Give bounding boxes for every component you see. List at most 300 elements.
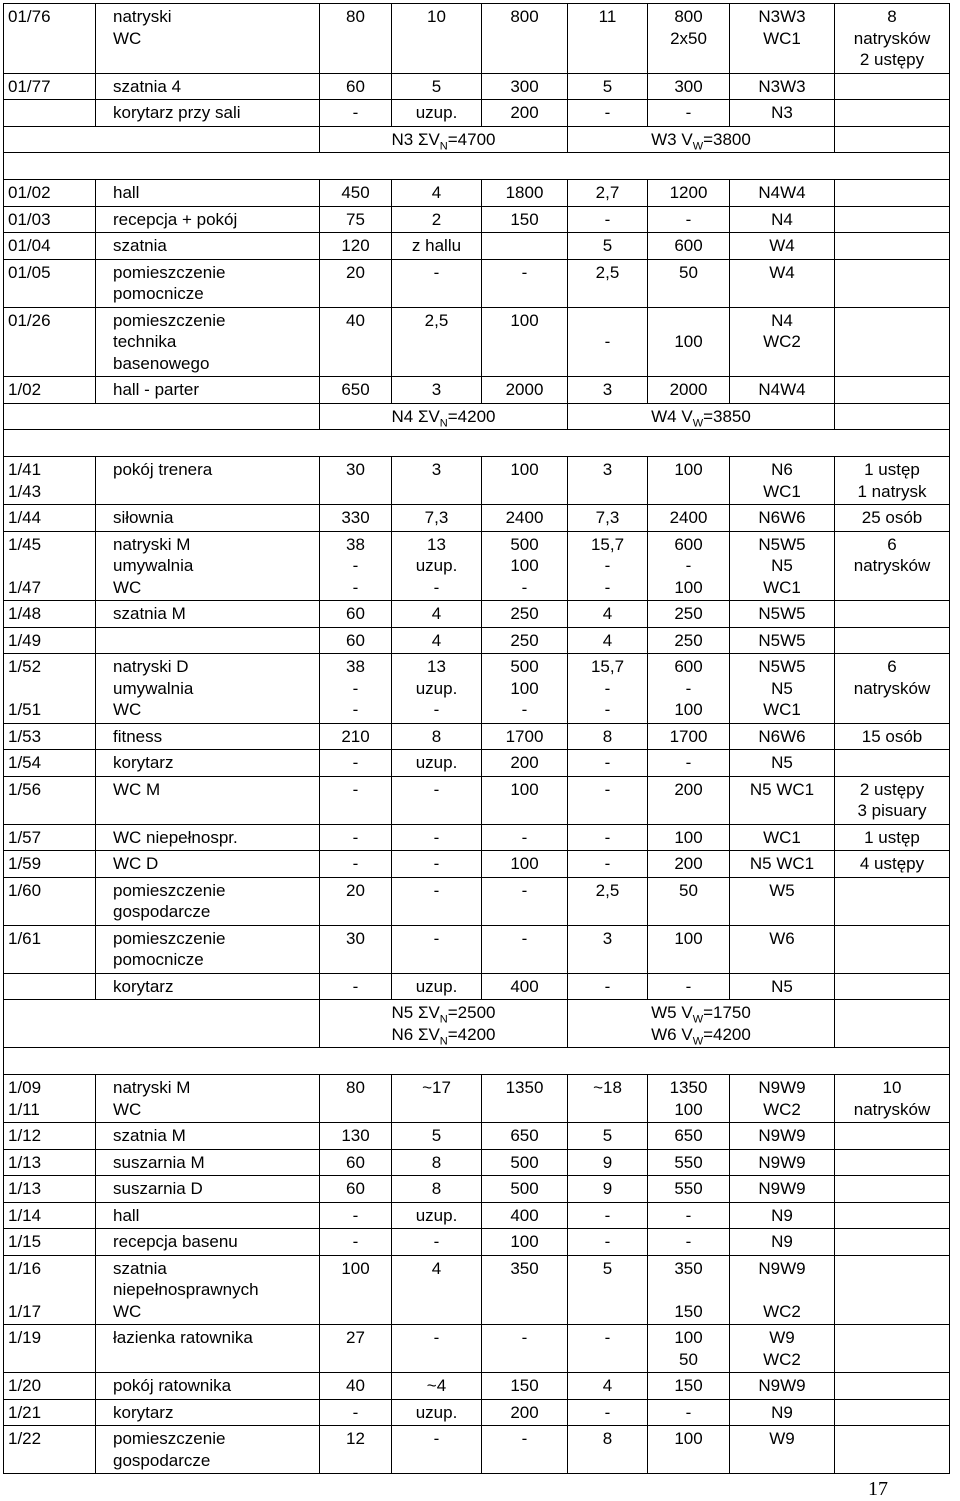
table-row (4, 776, 950, 824)
value-cell: 80 (320, 4, 392, 74)
summary-blank (4, 126, 320, 153)
note-cell: 1 ustęp (835, 824, 950, 851)
value-cell: 30 (320, 925, 392, 973)
table-row (4, 1229, 950, 1256)
room-name: fitness (96, 723, 320, 750)
value-cell: ~18 (568, 1075, 648, 1123)
note-cell: 6 natrysków (835, 531, 950, 601)
value-cell: 15,7 - - (568, 654, 648, 724)
table-row (4, 925, 950, 973)
value-cell: 75 (320, 206, 392, 233)
value-cell: 200 (482, 1399, 568, 1426)
summary-label: W4 V (651, 406, 693, 426)
summary-subscript: W (692, 139, 704, 152)
room-number: 1/19 (4, 1325, 96, 1373)
room-number: 01/77 (4, 73, 96, 100)
note-cell (835, 601, 950, 628)
table-row (4, 627, 950, 654)
unit-code: W6 (730, 925, 835, 973)
unit-code: W4 (730, 259, 835, 307)
value-cell: 60 (320, 627, 392, 654)
value-cell: 2000 (482, 377, 568, 404)
value-cell: 4 (568, 627, 648, 654)
value-cell: 20 (320, 259, 392, 307)
summary-subscript: W (692, 1034, 704, 1047)
value-cell: 350 (482, 1255, 568, 1325)
value-cell: - (320, 1399, 392, 1426)
table-row (4, 233, 950, 260)
value-cell: - (568, 1202, 648, 1229)
value-cell: - (392, 925, 482, 973)
room-name: siłownia (96, 505, 320, 532)
value-cell: 38 - - (320, 531, 392, 601)
room-number: 1/60 (4, 877, 96, 925)
room-name: korytarz (96, 750, 320, 777)
value-cell: 250 (648, 627, 730, 654)
room-number: 1/49 (4, 627, 96, 654)
value-cell: 130 (320, 1123, 392, 1150)
room-name: hall (96, 1202, 320, 1229)
value-cell: - (648, 750, 730, 777)
unit-code: N6W6 (730, 505, 835, 532)
note-cell (835, 750, 950, 777)
note-cell (835, 377, 950, 404)
value-cell: - (648, 973, 730, 1000)
value-cell: 450 (320, 180, 392, 207)
room-name: natryski M WC (96, 1075, 320, 1123)
note-cell (835, 1399, 950, 1426)
spacer-row (4, 430, 950, 457)
room-name: suszarnia M (96, 1149, 320, 1176)
value-cell: 600 (648, 233, 730, 260)
summary-label: N5 ΣV (391, 1003, 440, 1022)
value-cell: 650 (320, 377, 392, 404)
value-cell: - (648, 1202, 730, 1229)
room-number: 01/04 (4, 233, 96, 260)
room-number: 1/53 (4, 723, 96, 750)
room-number: 1/22 (4, 1426, 96, 1474)
value-cell: 13 uzup. - (392, 654, 482, 724)
value-cell: 400 (482, 1202, 568, 1229)
summary-value: =4200 (447, 406, 496, 426)
value-cell: 11 (568, 4, 648, 74)
value-cell: 4 (392, 601, 482, 628)
note-cell: 8 natrysków 2 ustępy (835, 4, 950, 74)
unit-code: N5W5 (730, 627, 835, 654)
summary-row (4, 1000, 950, 1048)
unit-code: N9W9 (730, 1176, 835, 1203)
value-cell: 1800 (482, 180, 568, 207)
summary-subscript: N (439, 416, 448, 429)
value-cell: 200 (648, 776, 730, 824)
table-row (4, 377, 950, 404)
value-cell: 3 (568, 377, 648, 404)
table-row (4, 307, 950, 377)
room-number: 1/52 1/51 (4, 654, 96, 724)
room-number: 1/13 (4, 1149, 96, 1176)
value-cell: 2,7 (568, 180, 648, 207)
value-cell: 150 (482, 1373, 568, 1400)
table-row (4, 723, 950, 750)
value-cell: 100 (482, 776, 568, 824)
summary-value: =4200 (703, 1024, 751, 1044)
table-row (4, 1149, 950, 1176)
value-cell: 13 uzup. - (392, 531, 482, 601)
summary-value: =2500 (447, 1003, 496, 1022)
value-cell: 150 (648, 1373, 730, 1400)
summary-note-blank (835, 126, 950, 153)
unit-code: N9W9 WC2 (730, 1075, 835, 1123)
room-number: 01/03 (4, 206, 96, 233)
unit-code: W9 (730, 1426, 835, 1474)
value-cell: 7,3 (568, 505, 648, 532)
unit-code: W9 WC2 (730, 1325, 835, 1373)
table-row (4, 654, 950, 724)
note-cell (835, 1325, 950, 1373)
value-cell: - (482, 1426, 568, 1474)
value-cell: - (320, 776, 392, 824)
room-name: pokój trenera (96, 457, 320, 505)
table-row (4, 180, 950, 207)
table-row (4, 750, 950, 777)
value-cell: 500 (482, 1149, 568, 1176)
summary-exhaust (568, 1000, 835, 1048)
value-cell: - (568, 824, 648, 851)
value-cell: - (320, 100, 392, 127)
room-name: natryski WC (96, 4, 320, 74)
value-cell: 500 (482, 1176, 568, 1203)
note-cell (835, 1255, 950, 1325)
value-cell: 4 (568, 601, 648, 628)
value-cell: 330 (320, 505, 392, 532)
summary-supply (320, 126, 568, 153)
unit-code: W4 (730, 233, 835, 260)
room-name: szatnia 4 (96, 73, 320, 100)
value-cell: 500 100 - (482, 531, 568, 601)
value-cell: 800 (482, 4, 568, 74)
value-cell: - (320, 851, 392, 878)
note-cell (835, 1229, 950, 1256)
value-cell: - (320, 973, 392, 1000)
value-cell: 8 (392, 723, 482, 750)
value-cell (482, 233, 568, 260)
summary-blank (4, 1000, 320, 1048)
value-cell: 40 (320, 307, 392, 377)
value-cell: 100 (648, 824, 730, 851)
unit-code: N5W5 N5 WC1 (730, 531, 835, 601)
value-cell: 60 (320, 1176, 392, 1203)
table-row (4, 531, 950, 601)
room-number: 1/20 (4, 1373, 96, 1400)
unit-code: N9W9 (730, 1373, 835, 1400)
value-cell: 800 2x50 (648, 4, 730, 74)
table-row (4, 877, 950, 925)
value-cell: 5 (568, 1123, 648, 1150)
room-name: pokój ratownika (96, 1373, 320, 1400)
value-cell: - (568, 307, 648, 377)
summary-label: W5 V (651, 1003, 693, 1022)
room-number: 1/09 1/11 (4, 1075, 96, 1123)
value-cell: 9 (568, 1149, 648, 1176)
value-cell: uzup. (392, 1399, 482, 1426)
note-cell: 2 ustępy 3 pisuary (835, 776, 950, 824)
room-name: pomieszczenie technika basenowego (96, 307, 320, 377)
value-cell: - (648, 206, 730, 233)
room-number: 1/54 (4, 750, 96, 777)
unit-code: N4W4 (730, 180, 835, 207)
room-number: 01/02 (4, 180, 96, 207)
value-cell: - (568, 206, 648, 233)
value-cell: - (482, 1325, 568, 1373)
value-cell: 100 (482, 457, 568, 505)
note-cell (835, 100, 950, 127)
unit-code: N5W5 (730, 601, 835, 628)
value-cell: 60 (320, 1149, 392, 1176)
note-cell (835, 1202, 950, 1229)
value-cell: 1700 (648, 723, 730, 750)
table-row (4, 100, 950, 127)
room-number: 1/48 (4, 601, 96, 628)
note-cell (835, 1123, 950, 1150)
room-name (96, 627, 320, 654)
value-cell: 1700 (482, 723, 568, 750)
value-cell: 5 (392, 73, 482, 100)
value-cell: 100 (648, 1426, 730, 1474)
note-cell (835, 180, 950, 207)
value-cell: 500 100 - (482, 654, 568, 724)
room-number: 1/41 1/43 (4, 457, 96, 505)
value-cell: - (648, 1229, 730, 1256)
table-row (4, 824, 950, 851)
table-row (4, 259, 950, 307)
value-cell: 12 (320, 1426, 392, 1474)
room-number: 1/02 (4, 377, 96, 404)
unit-code: N4W4 (730, 377, 835, 404)
value-cell: 100 (320, 1255, 392, 1325)
room-name: korytarz (96, 1399, 320, 1426)
value-cell: 650 (482, 1123, 568, 1150)
summary-label: N3 ΣV (391, 129, 440, 149)
summary-blank (4, 403, 320, 430)
table-row (4, 601, 950, 628)
table-row (4, 1373, 950, 1400)
value-cell: 600 - 100 (648, 654, 730, 724)
unit-code: N9W9 (730, 1149, 835, 1176)
note-cell (835, 233, 950, 260)
value-cell: 300 (648, 73, 730, 100)
value-cell: - (320, 824, 392, 851)
value-cell: - (568, 750, 648, 777)
spacer-row (4, 153, 950, 180)
note-cell: 6 natrysków (835, 654, 950, 724)
value-cell: 30 (320, 457, 392, 505)
summary-value: =3850 (703, 406, 751, 426)
value-cell: - (568, 973, 648, 1000)
spacer-cell (4, 430, 950, 457)
value-cell: 2,5 (568, 877, 648, 925)
room-name: recepcja basenu (96, 1229, 320, 1256)
value-cell: 2,5 (392, 307, 482, 377)
value-cell: 2,5 (568, 259, 648, 307)
value-cell: 2400 (648, 505, 730, 532)
summary-label: W3 V (651, 129, 693, 149)
value-cell: - (392, 776, 482, 824)
room-number: 1/12 (4, 1123, 96, 1150)
room-name: recepcja + pokój (96, 206, 320, 233)
value-cell: ~4 (392, 1373, 482, 1400)
unit-code: N9 (730, 1229, 835, 1256)
value-cell: - (320, 1202, 392, 1229)
value-cell: 3 (392, 377, 482, 404)
spacer-cell (4, 1048, 950, 1075)
room-name: natryski M umywalnia WC (96, 531, 320, 601)
room-number (4, 100, 96, 127)
note-cell: 15 osób (835, 723, 950, 750)
summary-value: =4200 (447, 1024, 496, 1044)
note-cell (835, 1149, 950, 1176)
room-number (4, 973, 96, 1000)
table-row (4, 1123, 950, 1150)
summary-value: =1750 (703, 1003, 751, 1022)
value-cell: 60 (320, 73, 392, 100)
room-name: korytarz (96, 973, 320, 1000)
table-row (4, 1325, 950, 1373)
room-name: pomieszczenie gospodarcze (96, 1426, 320, 1474)
room-name: WC D (96, 851, 320, 878)
value-cell: 8 (568, 723, 648, 750)
room-name: WC M (96, 776, 320, 824)
room-name: korytarz przy sali (96, 100, 320, 127)
value-cell: 3 (568, 457, 648, 505)
value-cell: - (392, 259, 482, 307)
value-cell: 350 150 (648, 1255, 730, 1325)
value-cell: 150 (482, 206, 568, 233)
room-name: szatnia (96, 233, 320, 260)
unit-code: N5 WC1 (730, 851, 835, 878)
value-cell: 250 (482, 627, 568, 654)
unit-code: N9W9 WC2 (730, 1255, 835, 1325)
value-cell: 10 (392, 4, 482, 74)
value-cell: 1350 100 (648, 1075, 730, 1123)
room-name: szatnia M (96, 1123, 320, 1150)
value-cell: - (482, 259, 568, 307)
table-row (4, 1255, 950, 1325)
unit-code: N5W5 N5 WC1 (730, 654, 835, 724)
value-cell: 5 (392, 1123, 482, 1150)
unit-code: WC1 (730, 824, 835, 851)
value-cell: uzup. (392, 750, 482, 777)
value-cell: - (482, 877, 568, 925)
value-cell: 2400 (482, 505, 568, 532)
value-cell: - (392, 877, 482, 925)
note-cell (835, 877, 950, 925)
room-name: suszarnia D (96, 1176, 320, 1203)
value-cell: 600 - 100 (648, 531, 730, 601)
value-cell: 4 (568, 1373, 648, 1400)
table-row (4, 4, 950, 74)
table-row (4, 73, 950, 100)
value-cell: 40 (320, 1373, 392, 1400)
value-cell: 3 (392, 457, 482, 505)
room-number: 1/15 (4, 1229, 96, 1256)
page-number: 17 (868, 1478, 888, 1500)
value-cell: 550 (648, 1176, 730, 1203)
value-cell: 5 (568, 73, 648, 100)
note-cell (835, 925, 950, 973)
value-cell: 100 (482, 307, 568, 377)
room-number: 1/13 (4, 1176, 96, 1203)
value-cell: 1350 (482, 1075, 568, 1123)
value-cell: - (648, 1399, 730, 1426)
value-cell: 300 (482, 73, 568, 100)
value-cell: 60 (320, 601, 392, 628)
value-cell: - (482, 925, 568, 973)
value-cell: - (320, 1229, 392, 1256)
summary-row (4, 403, 950, 430)
value-cell: uzup. (392, 1202, 482, 1229)
value-cell: 38 - - (320, 654, 392, 724)
value-cell: 2 (392, 206, 482, 233)
value-cell: - (568, 776, 648, 824)
unit-code: N5 (730, 973, 835, 1000)
summary-subscript: N (439, 1013, 448, 1026)
unit-code: W5 (730, 877, 835, 925)
note-cell: 25 osób (835, 505, 950, 532)
spacer-row (4, 1048, 950, 1075)
value-cell: - (568, 1229, 648, 1256)
value-cell: 8 (392, 1149, 482, 1176)
summary-note-blank (835, 1000, 950, 1048)
room-name: szatnia M (96, 601, 320, 628)
value-cell: - (648, 100, 730, 127)
ventilation-table (3, 3, 950, 1474)
value-cell: uzup. (392, 973, 482, 1000)
value-cell: ~17 (392, 1075, 482, 1123)
room-number: 1/21 (4, 1399, 96, 1426)
value-cell: z hallu (392, 233, 482, 260)
value-cell: - (568, 100, 648, 127)
value-cell: 200 (482, 100, 568, 127)
value-cell: 50 (648, 877, 730, 925)
room-name: WC niepełnospr. (96, 824, 320, 851)
summary-note-blank (835, 403, 950, 430)
value-cell: 4 (392, 180, 482, 207)
note-cell: 10 natrysków (835, 1075, 950, 1123)
table-row (4, 1426, 950, 1474)
note-cell (835, 973, 950, 1000)
table-row (4, 973, 950, 1000)
note-cell (835, 1426, 950, 1474)
unit-code: N9 (730, 1202, 835, 1229)
summary-label: N6 ΣV (391, 1024, 440, 1044)
summary-subscript: W (692, 1013, 704, 1026)
table-row (4, 206, 950, 233)
value-cell: 100 (482, 851, 568, 878)
value-cell: 27 (320, 1325, 392, 1373)
room-number: 1/16 1/17 (4, 1255, 96, 1325)
value-cell: 550 (648, 1149, 730, 1176)
value-cell: - (568, 1399, 648, 1426)
summary-label: N4 ΣV (391, 406, 440, 426)
value-cell: - (392, 1325, 482, 1373)
value-cell: 9 (568, 1176, 648, 1203)
summary-subscript: N (439, 139, 448, 152)
room-name: pomieszczenie pomocnicze (96, 259, 320, 307)
unit-code: N6 WC1 (730, 457, 835, 505)
value-cell: 5 (568, 1255, 648, 1325)
value-cell: 250 (648, 601, 730, 628)
room-number: 1/14 (4, 1202, 96, 1229)
